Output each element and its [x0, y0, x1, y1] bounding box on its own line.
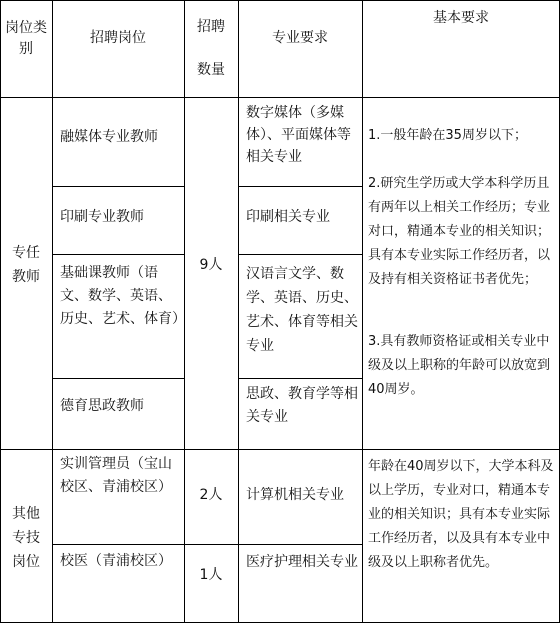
position-media-teacher: 融媒体专业教师	[60, 129, 158, 145]
category-other: 其他专技岗位	[12, 506, 40, 570]
requirement-other: 年龄在40周岁以下，大学本科及以上学历，专业对口，精通本专业的相关知识；具有本专业实际工作经历者，以及具有本专业中级及以上职称者优先。	[368, 459, 554, 570]
position-moral-teacher: 德育思政教师	[60, 398, 144, 414]
major-training-admin: 计算机相关专业	[246, 487, 344, 503]
header-requirements: 基本要求	[433, 10, 489, 26]
quantity-training-admin: 2人	[199, 487, 223, 503]
requirement-item-2: 2.研究生学历或大学本科学历且有两年以上相关工作经历；专业对口，精通本专业的相关知识；具有本专业实际工作经历者，以及持有相关资格证书者优先；	[368, 176, 551, 287]
category-teacher: 专任教师	[12, 245, 40, 285]
position-print-teacher: 印刷专业教师	[60, 209, 144, 225]
major-moral: 思政、教育学等相关专业	[246, 386, 358, 425]
header-quantity: 招聘数量	[197, 19, 225, 78]
major-school-doctor: 医疗护理相关专业	[246, 554, 358, 570]
header-position: 招聘岗位	[90, 30, 146, 46]
requirement-item-3: 3.具有教师资格证或相关专业中级及以上职称的年龄可以放宽到40周岁。	[368, 334, 551, 397]
position-training-admin: 实训管理员（宝山校区、青浦校区）	[60, 456, 172, 495]
requirement-item-1: 1.一般年龄在35周岁以下；	[368, 128, 527, 143]
major-media: 数字媒体（多媒体）、平面媒体等相关专业	[246, 105, 351, 165]
header-category: 岗位类别	[5, 20, 47, 57]
position-basic-teacher: 基础课教师（语文、数学、英语、历史、艺术、体育）	[60, 265, 186, 327]
header-major: 专业要求	[272, 30, 328, 46]
position-school-doctor: 校医（青浦校区）	[60, 553, 172, 569]
major-print: 印刷相关专业	[246, 209, 330, 225]
major-basic: 汉语言文学、数学、英语、历史、艺术、体育等相关专业	[246, 266, 358, 354]
quantity-school-doctor: 1人	[199, 567, 223, 583]
quantity-teacher: 9人	[199, 257, 223, 273]
